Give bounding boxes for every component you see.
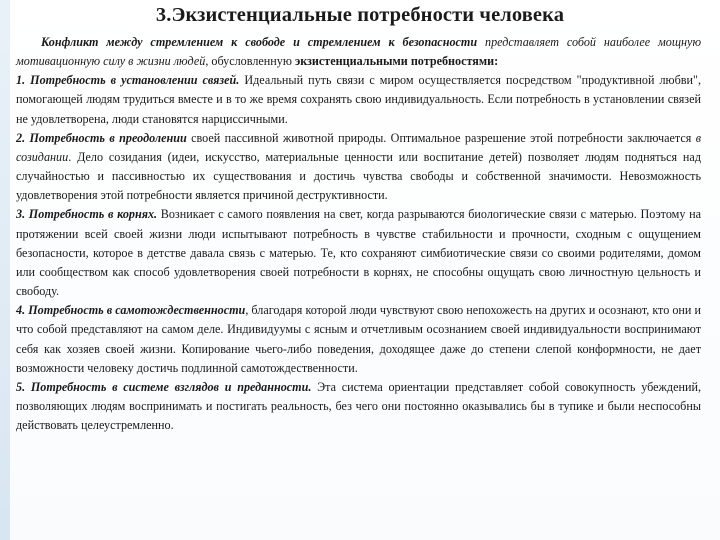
list-item-5 bbox=[16, 378, 701, 435]
item-4-number: 4. bbox=[16, 303, 26, 318]
item-5-heading: Потребность в системе взглядов и преданности. bbox=[25, 379, 312, 394]
item-5-number: 5. bbox=[16, 379, 26, 394]
item-3-body: Возникает с самого появления на свет, когда разрываются биологические связи с матерью. Поэтому на протяжении всей своей жизни люди испытывают потребность в чувстве стабильности и прочности, сходным с ощущением безопасности, которое в детстве давала связь с матерью. Те, кто сохраняют симбиотические связи со своими родителями, домом или сообществом как способ удовлетворения своей потребности в корнях, не способны ощущать свою личностную цельность и свободу. bbox=[16, 207, 701, 299]
item-3-heading: Потребность в корнях. bbox=[25, 207, 158, 222]
list-item-2 bbox=[16, 129, 701, 206]
item-3-number: 3. bbox=[16, 207, 26, 222]
list-item-3 bbox=[16, 205, 701, 301]
item-1-heading: Потребность в установлении связей. bbox=[25, 73, 240, 88]
item-2-emph: в созидании bbox=[16, 130, 701, 164]
item-4-heading: Потребность в самотождественности bbox=[25, 303, 246, 318]
intro-tail: , обусловленную bbox=[205, 54, 295, 69]
item-4-body: , благодаря которой люди чувствуют свою непохожесть на других и осознают, кто они и что собой представляют на самом деле. Индивидуумы с ясным и отчетливым осознанием своей индивидуальности воспринимают себя как хозяев своей жизни. Копирование чьего-либо поведения, доходящее даже до степени слепой конформности, не дает возможности человеку достичь подлинной самотождественности. bbox=[16, 303, 701, 375]
item-5-body: Эта система ориентации представляет собой совокупность убеждений, позволяющих людям воспринимать и постигать реальность, без чего они постоянно оказывались бы в тупике и были неспособны действовать целеустремленно. bbox=[16, 379, 701, 433]
intro-strong: экзистенциальными потребностями: bbox=[294, 54, 499, 69]
item-2-body-a: своей пассивной животной природы. Оптимальное разрешение этой потребности заключается bbox=[186, 130, 696, 145]
item-2-body-b: . Дело созидания (идеи, искусство, материальные ценности или воспитание детей) позволяет людям подняться над случайностью и пассивностью их существования и достичь чувства свободы и собственной значимости. Невозможность удовлетворения этой потребности является причиной деструктивности. bbox=[16, 149, 701, 203]
intro-paragraph bbox=[16, 33, 701, 71]
text-body bbox=[16, 33, 701, 435]
intro-lead: Конфликт между стремлением к свободе и стремлением к безопасности bbox=[41, 35, 478, 49]
item-1-number: 1. bbox=[16, 73, 26, 88]
item-1-body: Идеальный путь связи с миром осуществляется посредством "продуктивной любви", помогающей людям трудиться вместе и в то же время сохранять свою индивидуальность. Если потребность в установлении связей не удовлетворена, люди становятся нарциссичными. bbox=[16, 73, 702, 126]
page-title: 3.Экзистенциальные потребности человека bbox=[155, 4, 565, 26]
left-decoration bbox=[0, 0, 10, 540]
item-2-heading: Потребность в преодолении bbox=[25, 130, 187, 145]
list-item-1 bbox=[16, 71, 701, 128]
intro-mid: представляет собой наиболее мощную мотивационную силу в жизни людей bbox=[16, 35, 701, 69]
list-item-4 bbox=[16, 301, 701, 378]
item-2-number: 2. bbox=[16, 130, 26, 145]
